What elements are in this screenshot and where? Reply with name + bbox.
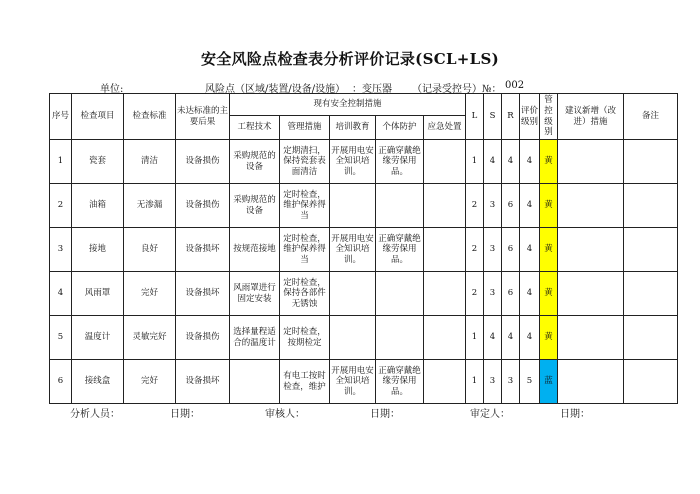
header-controls: 现有安全控制措施 <box>230 94 466 116</box>
row-remark <box>624 184 678 228</box>
row-remark <box>624 272 678 316</box>
table-row <box>50 316 678 360</box>
row-l: 1 <box>466 316 484 360</box>
row-seq: 3 <box>50 228 72 272</box>
row-ppe: 正确穿戴绝缘劳保用品。 <box>376 360 424 404</box>
header-l: L <box>466 94 484 140</box>
row-eng: 风雨罩进行固定安装 <box>230 272 280 316</box>
row-seq: 5 <box>50 316 72 360</box>
row-l: 2 <box>466 184 484 228</box>
row-level: 4 <box>520 184 540 228</box>
header-item: 检查项目 <box>72 94 124 140</box>
row-consequence: 设备损坏 <box>176 272 230 316</box>
row-r: 4 <box>502 316 520 360</box>
row-remark <box>624 316 678 360</box>
header-mgmt: 管理措施 <box>280 116 330 140</box>
checklist-table <box>49 93 678 404</box>
row-s: 3 <box>484 184 502 228</box>
date-label-1: 日期： <box>170 409 200 420</box>
row-eng <box>230 360 280 404</box>
row-standard: 灵敏完好 <box>124 316 176 360</box>
table-row <box>50 228 678 272</box>
row-mgmt: 定时检查，按期检定 <box>280 316 330 360</box>
row-suggest <box>558 272 624 316</box>
row-l: 2 <box>466 228 484 272</box>
row-control-level: 黄 <box>540 316 558 360</box>
row-r: 6 <box>502 184 520 228</box>
row-l: 1 <box>466 140 484 184</box>
risk-point-value: ：变压器 <box>352 84 392 95</box>
record-no-value: 002 <box>505 80 525 91</box>
row-mgmt: 定时检查，维护保养得当 <box>280 228 330 272</box>
analyst-label: 分析人员： <box>70 409 120 420</box>
row-eng: 采购规范的设备 <box>230 184 280 228</box>
row-consequence: 设备损伤 <box>176 184 230 228</box>
date-label-2: 日期： <box>370 409 400 420</box>
row-eng: 采购规范的设备 <box>230 140 280 184</box>
row-seq: 1 <box>50 140 72 184</box>
row-level: 4 <box>520 228 540 272</box>
row-training <box>330 316 376 360</box>
header-eng: 工程技术 <box>230 116 280 140</box>
row-remark <box>624 360 678 404</box>
header-suggest: 建议新增（改进）措施 <box>558 94 624 140</box>
row-seq: 2 <box>50 184 72 228</box>
header-training: 培训教育 <box>330 116 376 140</box>
row-r: 6 <box>502 272 520 316</box>
row-emergency <box>424 228 466 272</box>
row-consequence: 设备损伤 <box>176 316 230 360</box>
row-standard: 完好 <box>124 272 176 316</box>
row-standard: 无渗漏 <box>124 184 176 228</box>
header-r: R <box>502 94 520 140</box>
row-level: 4 <box>520 272 540 316</box>
row-emergency <box>424 272 466 316</box>
header-level: 评价级别 <box>520 94 540 140</box>
table-row <box>50 360 678 404</box>
row-s: 3 <box>484 228 502 272</box>
row-suggest <box>558 360 624 404</box>
row-level: 4 <box>520 140 540 184</box>
approver-label: 审定人： <box>470 409 510 420</box>
row-s: 4 <box>484 316 502 360</box>
row-training <box>330 184 376 228</box>
row-control-level: 蓝 <box>540 360 558 404</box>
row-eng: 选择量程适合的温度计 <box>230 316 280 360</box>
row-ppe: 正确穿戴绝缘劳保用品。 <box>376 140 424 184</box>
risk-point-label: 风险点（区域/装置/设备/设施） <box>205 84 346 95</box>
row-training: 开展用电安全知识培训。 <box>330 140 376 184</box>
row-r: 3 <box>502 360 520 404</box>
table-row <box>50 184 678 228</box>
header-ppe: 个体防护 <box>376 116 424 140</box>
row-mgmt: 定时检查，维护保养得当 <box>280 184 330 228</box>
row-suggest <box>558 316 624 360</box>
row-consequence: 设备损坏 <box>176 228 230 272</box>
header-emergency: 应急处置 <box>424 116 466 140</box>
row-emergency <box>424 140 466 184</box>
row-control-level: 黄 <box>540 140 558 184</box>
date-label-3: 日期： <box>560 409 590 420</box>
row-control-level: 黄 <box>540 272 558 316</box>
row-mgmt: 有电工按时检查，维护 <box>280 360 330 404</box>
row-remark <box>624 228 678 272</box>
row-ppe <box>376 184 424 228</box>
row-item: 瓷套 <box>72 140 124 184</box>
row-eng: 按规范接地 <box>230 228 280 272</box>
header-remark: 备注 <box>624 94 678 140</box>
row-level: 5 <box>520 360 540 404</box>
row-suggest <box>558 228 624 272</box>
row-r: 4 <box>502 140 520 184</box>
row-control-level: 黄 <box>540 228 558 272</box>
row-standard: 良好 <box>124 228 176 272</box>
header-seq: 序号 <box>50 94 72 140</box>
row-remark <box>624 140 678 184</box>
table-row <box>50 140 678 184</box>
header-consequence: 未达标准的主要后果 <box>176 94 230 140</box>
header-row-1 <box>50 94 678 116</box>
row-item: 油箱 <box>72 184 124 228</box>
row-r: 6 <box>502 228 520 272</box>
row-ppe <box>376 316 424 360</box>
row-mgmt: 定期清扫，保持瓷套表面清洁 <box>280 140 330 184</box>
row-training: 开展用电安全知识培训。 <box>330 360 376 404</box>
row-control-level: 黄 <box>540 184 558 228</box>
row-mgmt: 定时检查，保持各部件无锈蚀 <box>280 272 330 316</box>
unit-label: 单位: <box>100 84 124 95</box>
row-seq: 6 <box>50 360 72 404</box>
row-s: 3 <box>484 360 502 404</box>
row-level: 4 <box>520 316 540 360</box>
row-item: 接线盒 <box>72 360 124 404</box>
page-title: 安全风险点检查表分析评价记录(SCL+LS) <box>200 50 500 68</box>
row-emergency <box>424 360 466 404</box>
header-standard: 检查标准 <box>124 94 176 140</box>
row-item: 风雨罩 <box>72 272 124 316</box>
row-emergency <box>424 184 466 228</box>
row-item: 接地 <box>72 228 124 272</box>
reviewer-label: 审核人： <box>265 409 305 420</box>
header-s: S <box>484 94 502 140</box>
row-ppe <box>376 272 424 316</box>
record-no-label: （记录受控号）№： <box>412 84 502 95</box>
row-seq: 4 <box>50 272 72 316</box>
row-training <box>330 272 376 316</box>
row-training: 开展用电安全知识培训。 <box>330 228 376 272</box>
row-s: 4 <box>484 140 502 184</box>
row-s: 3 <box>484 272 502 316</box>
row-ppe: 正确穿戴绝缘劳保用品。 <box>376 228 424 272</box>
row-l: 2 <box>466 272 484 316</box>
table-row <box>50 272 678 316</box>
row-consequence: 设备损坏 <box>176 360 230 404</box>
row-standard: 清洁 <box>124 140 176 184</box>
row-l: 1 <box>466 360 484 404</box>
row-consequence: 设备损伤 <box>176 140 230 184</box>
row-emergency <box>424 316 466 360</box>
row-suggest <box>558 140 624 184</box>
header-control-level: 管控级别 <box>540 94 558 140</box>
row-suggest <box>558 184 624 228</box>
row-standard: 完好 <box>124 360 176 404</box>
row-item: 温度计 <box>72 316 124 360</box>
